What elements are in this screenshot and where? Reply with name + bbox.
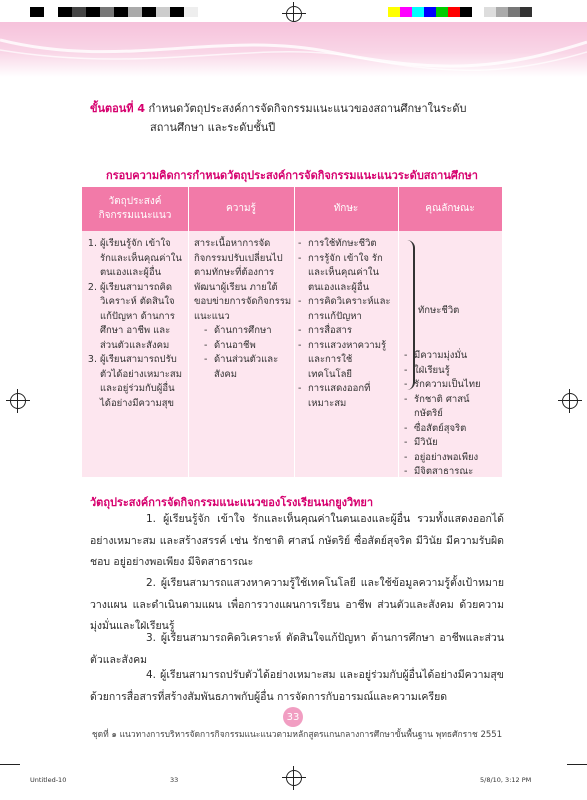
skill-item: - การใช้ทักษะชีวิต xyxy=(298,237,396,252)
registration-color-bar xyxy=(30,7,198,17)
process-color-bar xyxy=(388,7,532,17)
registration-mark-left xyxy=(10,393,26,409)
trait-item: - มีจิตสาธารณะ xyxy=(404,465,498,480)
trait-item: - รักความเป็นไทย xyxy=(404,378,498,393)
step-heading xyxy=(90,99,510,137)
life-skills-label: ทักษะชีวิต xyxy=(418,305,460,316)
objective-item: 3. ผู้เรียนสามารถปรับตัวได้อย่างเหมาะสม และอยู่ร่วมกับผู้อื่นได้อย่างมีความสุข xyxy=(100,353,184,411)
skill-item: - การแสวงหาความรู้และการใช้เทคโนโลยี xyxy=(298,339,396,383)
header-traits-label: คุณลักษณะ xyxy=(425,203,475,214)
column-divider xyxy=(294,187,295,477)
trait-item: - รักชาติ ศาสน์ กษัตริย์ xyxy=(404,393,498,422)
paragraph-text: 2. ผู้เรียนสามารถแสวงหาความรู้ใช้เทคโนโลยี และใช้ข้อมูลความรู้ตั้งเป้าหมาย วางแผน และดำเนินตามแผน เพื่อการวางแผนการเรียน อาชีพ ส่วนตัวและสังคม ด้วยความมุ่งมั่นและใฝ่เรียนรู้ xyxy=(90,577,504,632)
header-skills xyxy=(294,187,398,231)
frame-title: กรอบความคิดการกำหนดวัตถุประสงค์การจัดกิจกรรมแนะแนวระดับสถานศึกษา xyxy=(106,169,478,182)
skill-item: - การแสดงออกที่เหมาะสม xyxy=(298,382,396,411)
section-title: วัตถุประสงค์การจัดกิจกรรมแนะแนวของโรงเรียนนกยูงวิทยา xyxy=(90,496,374,509)
crop-mark xyxy=(0,764,20,765)
framework-table xyxy=(82,187,502,477)
step-text-2: สถานศึกษา และระดับชั้นปี xyxy=(150,121,276,134)
page-number: 33 xyxy=(283,707,303,727)
registration-mark-top xyxy=(286,6,302,22)
knowledge-cell xyxy=(194,237,292,382)
column-divider xyxy=(398,187,399,477)
registration-mark-right xyxy=(562,393,578,409)
registration-mark-bottom xyxy=(286,770,302,786)
knowledge-item: - ด้านส่วนตัวและสังคม xyxy=(204,353,292,382)
traits-cell xyxy=(404,349,498,480)
step-text: กำหนดวัตถุประสงค์การจัดกิจกรรมแนะแนวของสถานศึกษาในระดับ xyxy=(148,102,467,115)
knowledge-intro: สาระเนื้อหาการจัดกิจกรรมปรับเปลี่ยนไปตามทักษะที่ต้องการพัฒนาผู้เรียน ภายใต้ขอบข่ายการจัดกิจกรรมแนะแนว xyxy=(194,238,292,322)
slug-file: Untitled-10 xyxy=(30,776,67,784)
footer-text: ชุดที่ ๑ แนวทางการบริหารจัดการกิจกรรมแนะแนวตามหลักสูตรแกนกลางการศึกษาขั้นพื้นฐาน พุทธศักราช 2551 xyxy=(91,730,503,740)
trait-item: - อยู่อย่างพอเพียง xyxy=(404,451,498,466)
header-objectives xyxy=(82,187,188,231)
objectives-cell xyxy=(88,237,184,411)
trait-item: - มีวินัย xyxy=(404,436,498,451)
step-label: ขั้นตอนที่ 4 xyxy=(90,102,146,115)
header-traits xyxy=(398,187,502,231)
skill-item: - การคิดวิเคราะห์และการแก้ปัญหา xyxy=(298,295,396,324)
slug-page: 33 xyxy=(170,776,179,784)
paragraph-1 xyxy=(90,509,504,574)
header-objectives-label: วัตถุประสงค์กิจกรรมแนะแนว xyxy=(98,196,172,221)
skill-item: - การรู้จัก เข้าใจ รักและเห็นคุณค่าในตนเองและผู้อื่น xyxy=(298,252,396,296)
knowledge-item: - ด้านอาชีพ xyxy=(204,339,292,354)
skills-cell xyxy=(298,237,396,411)
trait-item: - ซื่อสัตย์สุจริต xyxy=(404,422,498,437)
objective-item: 2. ผู้เรียนสามารถคิดวิเคราะห์ ตัดสินใจแก้ปัญหา ด้านการศึกษา อาชีพ และส่วนตัวและสังคม xyxy=(100,281,184,354)
slug-date: 5/8/10, 3:12 PM xyxy=(480,776,532,784)
header-wave-decoration xyxy=(0,30,587,75)
paragraph-text: 3. ผู้เรียนสามารถคิดวิเคราะห์ ตัดสินใจแก้ปัญหา ด้านการศึกษา อาชีพและส่วนตัวและสังคม xyxy=(90,632,504,666)
paragraph-text: 4. ผู้เรียนสามารถปรับตัวได้อย่างเหมาะสม และอยู่ร่วมกับผู้อื่นได้อย่างมีความสุข ด้วยการสื่อสารที่สร้างสัมพันธภาพกับผู้อื่น การจัดการกับอารมณ์และความเครียด xyxy=(90,669,504,703)
header-knowledge xyxy=(188,187,294,231)
header-knowledge-label: ความรู้ xyxy=(226,203,256,214)
crop-mark xyxy=(567,764,587,765)
paragraph-4 xyxy=(90,665,504,708)
paragraph-text: 1. ผู้เรียนรู้จัก เข้าใจ รักและเห็นคุณค่าในตนเองและผู้อื่น รวมทั้งแสดงออกได้อย่างเหมาะสม และสร้างสรรค์ เช่น รักชาติ ศาสน์ กษัตริย์ ซื่อสัตย์สุจริต มีวินัย มีความรับผิดชอบ อยู่อย่างพอเพียง มีจิตสาธารณะ xyxy=(90,513,504,568)
skill-item: - การสื่อสาร xyxy=(298,324,396,339)
column-divider xyxy=(188,187,189,477)
objective-item: 1. ผู้เรียนรู้จัก เข้าใจ รักและเห็นคุณค่าในตนเองและผู้อื่น xyxy=(100,237,184,281)
knowledge-item: - ด้านการศึกษา xyxy=(204,324,292,339)
trait-item: - มีความมุ่งมั่น xyxy=(404,349,498,364)
trait-item: - ใฝ่เรียนรู้ xyxy=(404,364,498,379)
header-skills-label: ทักษะ xyxy=(333,203,359,214)
